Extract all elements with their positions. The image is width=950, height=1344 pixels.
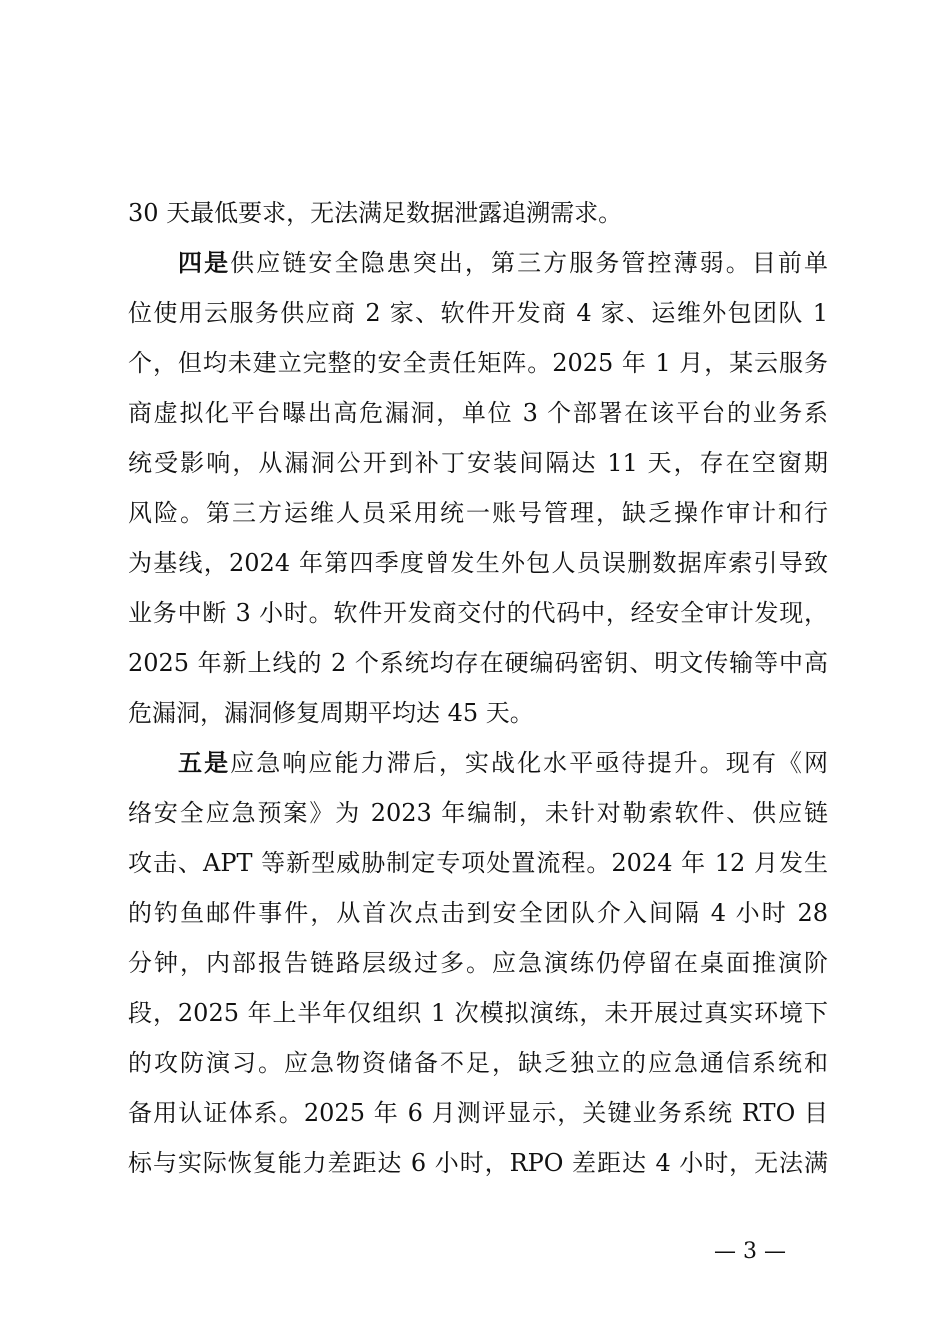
paragraph-five-first-line [128, 738, 828, 788]
paragraph-line: 危漏洞，漏洞修复周期平均达 45 天。 [128, 699, 534, 727]
paragraph-line: 段，2025 年上半年仅组织 1 次模拟演练，未开展过真实环境下 [128, 999, 828, 1027]
paragraph-line: 的钓鱼邮件事件，从首次点击到安全团队介入间隔 4 小时 28 [128, 899, 828, 927]
paragraph-line: 个，但均未建立完整的安全责任矩阵。2025 年 1 月，某云服务 [128, 349, 828, 377]
paragraph-line: 2025 年新上线的 2 个系统均存在硬编码密钥、明文传输等中高 [128, 649, 828, 677]
paragraph-line: 的攻防演习。应急物资储备不足，缺乏独立的应急通信系统和 [128, 1049, 828, 1077]
paragraph-line: 位使用云服务供应商 2 家、软件开发商 4 家、运维外包团队 1 [128, 299, 828, 327]
paragraph-line: 标与实际恢复能力差距达 6 小时，RPO 差距达 4 小时，无法满 [128, 1149, 828, 1177]
paragraph-line: 攻击、APT 等新型威胁制定专项处置流程。2024 年 12 月发生 [128, 849, 828, 877]
paragraph-line: 30 天最低要求，无法满足数据泄露追溯需求。 [128, 199, 623, 227]
paragraph-line: 络安全应急预案》为 2023 年编制，未针对勒索软件、供应链 [128, 799, 828, 827]
paragraph-line: 风险。第三方运维人员采用统一账号管理，缺乏操作审计和行 [128, 499, 828, 527]
paragraph-line: 备用认证体系。2025 年 6 月测评显示，关键业务系统 RTO 目 [128, 1099, 828, 1127]
paragraph-line: 统受影响，从漏洞公开到补丁安装间隔达 11 天，存在空窗期 [128, 449, 828, 477]
paragraph-four-first-line [128, 238, 828, 288]
paragraph-four-lead: 四是 [178, 249, 231, 277]
page-number: — 3 — [714, 1239, 786, 1264]
document-body [128, 188, 828, 1188]
paragraph-five-lead: 五是 [178, 749, 231, 777]
paragraph-line: 业务中断 3 小时。软件开发商交付的代码中，经安全审计发现， [128, 599, 828, 627]
paragraph-line: 商虚拟化平台曝出高危漏洞，单位 3 个部署在该平台的业务系 [128, 399, 828, 427]
paragraph-line-text: 应急响应能力滞后，实战化水平亟待提升。现有《网 [230, 749, 829, 777]
paragraph-line: 分钟，内部报告链路层级过多。应急演练仍停留在桌面推演阶 [128, 949, 828, 977]
paragraph-line: 为基线，2024 年第四季度曾发生外包人员误删数据库索引导致 [128, 549, 828, 577]
paragraph-line-text: 供应链安全隐患突出，第三方服务管控薄弱。目前单 [230, 249, 829, 277]
